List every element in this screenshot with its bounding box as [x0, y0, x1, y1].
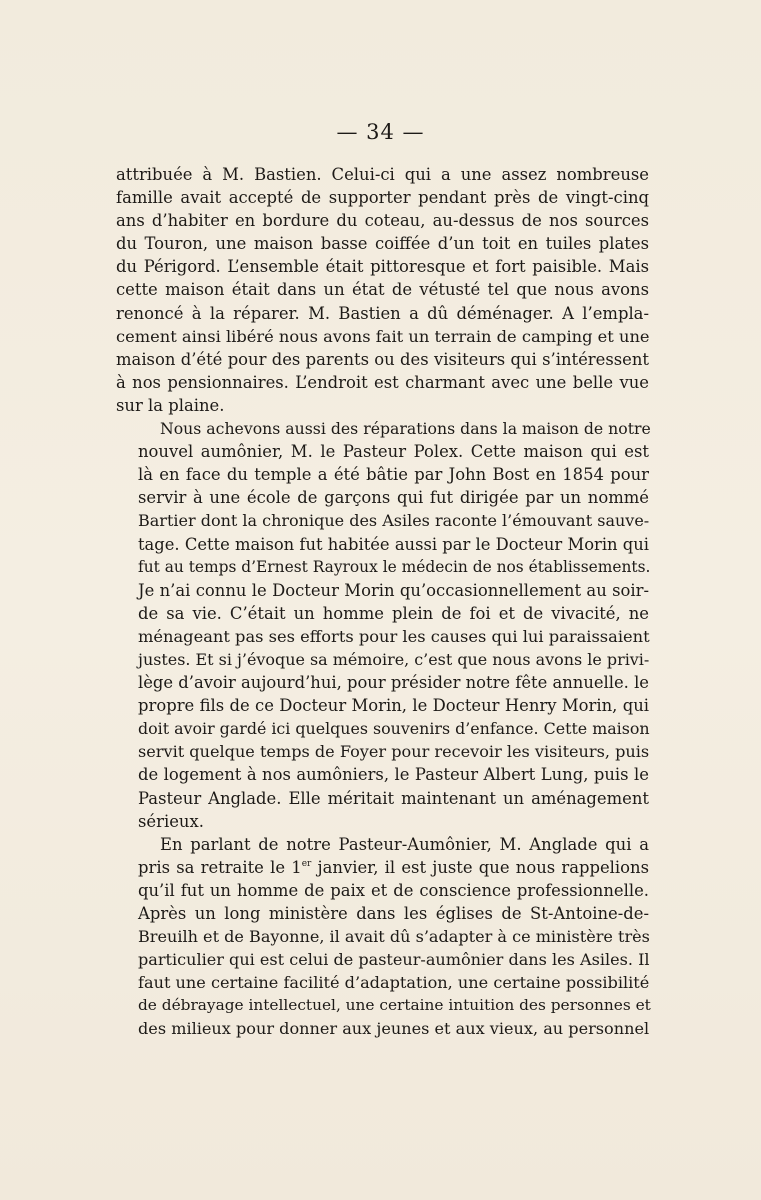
- paragraph: [116, 163, 649, 417]
- text-line: [116, 856, 649, 879]
- text-line: Nous achevons aussi des réparations dans la maison de notre: [160, 419, 651, 439]
- text-line: de sa vie. C’était un homme plein de foi et de vivacité, ne: [138, 603, 649, 623]
- text-line: Pasteur Anglade. Elle méritait maintenant un aménagement: [138, 788, 649, 808]
- text-line: Breuilh et de Bayonne, il avait dû s’adapter à ce ministère très: [138, 927, 650, 947]
- text-line: qu’il fut un homme de paix et de conscience professionnelle.: [138, 880, 649, 900]
- text-line: En parlant de notre Pasteur-Aumônier, M. Anglade qui a: [160, 834, 649, 854]
- text-segment: pris sa retraite le 1: [138, 857, 302, 877]
- text-line: du Touron, une maison basse coiffée d’un toit en tuiles plates: [116, 234, 649, 254]
- text-line: nouvel aumônier, M. le Pasteur Polex. Cette maison qui est: [138, 442, 649, 462]
- text-line: là en face du temple a été bâtie par John Bost en 1854 pour: [138, 465, 649, 485]
- body-text: [116, 163, 649, 1041]
- text-line: de logement à nos aumôniers, le Pasteur Albert Lung, puis le: [138, 765, 649, 785]
- text-segment: janvier, il est juste que nous rappelions: [311, 857, 649, 877]
- text-line: attribuée à M. Bastien. Celui-ci qui a une assez nombreuse: [116, 165, 649, 184]
- text-line: propre fils de ce Docteur Morin, le Docteur Henry Morin, qui: [138, 696, 649, 716]
- paragraph: [116, 833, 649, 1041]
- text-line: du Périgord. L’ensemble était pittoresque et fort paisible. Mais: [116, 257, 649, 277]
- text-line: sur la plaine.: [116, 395, 225, 415]
- text-line: à nos pensionnaires. L’endroit est charmant avec une belle vue: [116, 372, 649, 392]
- text-line: faut une certaine facilité d’adaptation, une certaine possibilité: [138, 973, 650, 993]
- paragraph: [116, 417, 649, 833]
- text-line: fut au temps d’Ernest Rayroux le médecin de nos établissements.: [138, 557, 651, 576]
- text-line: famille avait accepté de supporter pendant près de vingt-cinq: [116, 188, 649, 208]
- text-line: doit avoir gardé ici quelques souvenirs d’enfance. Cette maison: [138, 719, 650, 739]
- text-line: renoncé à la réparer. M. Bastien a dû déménager. A l’empla-: [116, 303, 649, 323]
- text-line: cement ainsi libéré nous avons fait un terrain de camping et une: [116, 326, 650, 346]
- text-line: maison d’été pour des parents ou des visiteurs qui s’intéressent: [116, 349, 649, 369]
- ordinal-superscript: er: [301, 858, 312, 869]
- text-line: servit quelque temps de Foyer pour recevoir les visiteurs, puis: [138, 742, 650, 762]
- text-line: cette maison était dans un état de vétusté tel que nous avons: [116, 280, 649, 300]
- text-line: ans d’habiter en bordure du coteau, au-dessus de nos sources: [116, 211, 649, 231]
- text-line: Je n’ai connu le Docteur Morin qu’occasionnellement au soir-: [138, 580, 649, 600]
- text-line: particulier qui est celui de pasteur-aumônier dans les Asiles. Il: [138, 950, 650, 970]
- text-line: de débrayage intellectuel, une certaine intuition des personnes et: [138, 996, 651, 1015]
- text-line: Après un long ministère dans les églises de St-Antoine-de-: [138, 904, 649, 923]
- text-line: servir à une école de garçons qui fut dirigée par un nommé: [138, 488, 649, 508]
- text-line: ménageant pas ses efforts pour les causes qui lui paraissaient: [138, 626, 650, 646]
- text-line: lège d’avoir aujourd’hui, pour présider notre fête annuelle. le: [138, 673, 649, 693]
- text-line: tage. Cette maison fut habitée aussi par le Docteur Morin qui: [138, 534, 649, 554]
- page-number: — 34 —: [336, 120, 425, 144]
- text-line: Bartier dont la chronique des Asiles raconte l’émouvant sauve-: [138, 511, 650, 531]
- text-line: sérieux.: [138, 811, 204, 831]
- text-line: justes. Et si j’évoque sa mémoire, c’est que nous avons le privi-: [138, 649, 650, 669]
- text-line: des milieux pour donner aux jeunes et aux vieux, au personnel: [138, 1019, 650, 1039]
